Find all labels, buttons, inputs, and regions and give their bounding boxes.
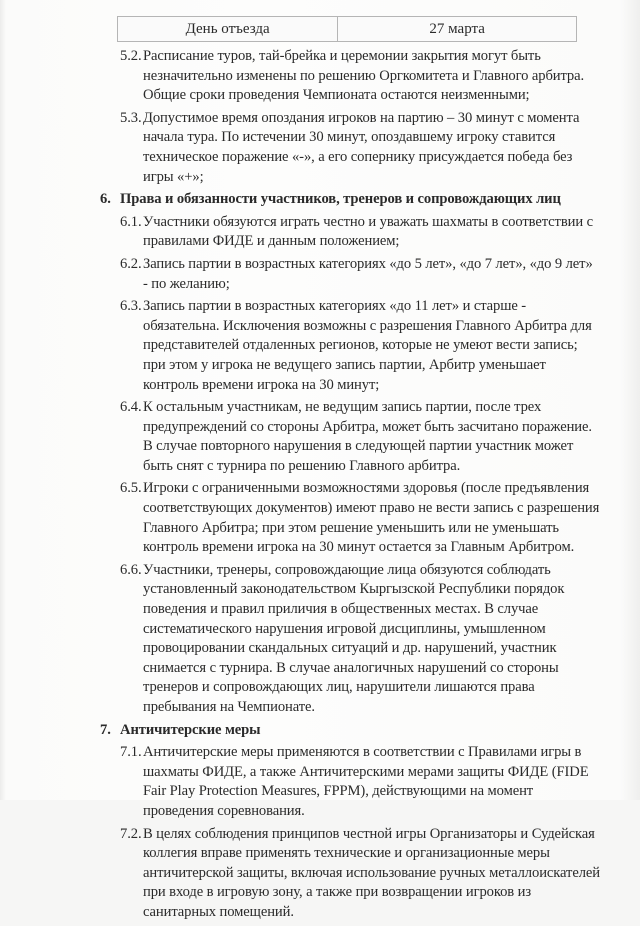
section-number: 6. <box>100 191 111 208</box>
clause-6-1 <box>100 213 600 252</box>
table-row <box>118 17 577 42</box>
section-7-heading <box>100 721 600 741</box>
clause-5-3 <box>100 109 600 187</box>
clause-number: 5.3. <box>120 109 142 126</box>
clause-text: К остальным участникам, не ведущим запись партии, после трех предупреждений со стороны Арбитра, может быть засчитано поражение. В случае повторного нарушения в следующей партии участник может быть снят с турнира по решению Главного арбитра. <box>143 399 592 474</box>
clause-text: Допустимое время опоздания игроков на партию – 30 минут с момента начала тура. По истечении 30 минут, опоздавшему игроку ставится техническое поражение «-», а его сопернику присуждается победа без игры «+»; <box>143 109 580 185</box>
section-number: 7. <box>100 721 111 738</box>
section-6-heading <box>100 190 600 210</box>
clause-text: Расписание туров, тай-брейка и церемонии закрытия могут быть незначительно изменены по решению Оргкомитета и Главного арбитра. Общие сроки проведения Чемпионата остаются неизменными; <box>143 48 585 104</box>
clause-6-3 <box>100 297 600 395</box>
document-body <box>100 47 600 926</box>
clause-text: Античитерские меры применяются в соответствии с Правилами игры в шахматы ФИДЕ, а также Античитерскими мерами защиты ФИДЕ (FIDE Fair Play Protection Measures, FPPM), действующими на момент проведения соревнования. <box>143 744 589 819</box>
clause-6-2 <box>100 255 600 294</box>
clause-text: Участники обязуются играть честно и уважать шахматы в соответствии с правилами ФИДЕ и данным положением; <box>143 213 593 250</box>
clause-number: 7.2. <box>120 825 142 842</box>
schedule-table <box>117 16 577 42</box>
clause-text: Игроки с ограниченными возможностями здоровья (после предъявления соответствующих документов) имеют право не вести запись с разрешения Главного Арбитра; при этом решение уменьшить или не уменьшать контроль времени игрока на 30 минут остается за Главным Арбитром. <box>143 480 600 556</box>
clause-number: 6.1. <box>120 213 142 230</box>
clause-text: Участники, тренеры, сопровождающие лица обязуются соблюдать установленный законодательством Кыргызской Республики порядок поведения и правил приличия в общественных местах. В случае систематического нарушения игровой дисциплины, умышленном провоцировании скандальных ситуаций и др. нарушений, участник снимается с турнира. В случае аналогичных нарушений со стороны тренеров и сопровождающих лиц, нарушители лишаются права пребывания на Чемпионате. <box>143 561 565 715</box>
clause-6-4 <box>100 398 600 476</box>
departure-day-label: День отъезда <box>118 17 338 42</box>
clause-6-5 <box>100 479 600 557</box>
clause-text: Запись партии в возрастных категориях «до 5 лет», «до 7 лет», «до 9 лет» - по желанию; <box>143 255 593 292</box>
clause-number: 5.2. <box>120 48 142 64</box>
clause-number: 6.4. <box>120 399 142 416</box>
section-title: Античитерские меры <box>120 721 261 738</box>
clause-7-1 <box>100 743 600 821</box>
clause-number: 7.1. <box>120 744 142 761</box>
clause-7-2 <box>100 825 600 923</box>
clause-number: 6.6. <box>120 561 142 578</box>
clause-number: 6.5. <box>120 480 142 497</box>
section-title: Права и обязанности участников, тренеров и сопровождающих лиц <box>120 191 561 208</box>
clause-number: 6.2. <box>120 255 142 272</box>
clause-6-6 <box>100 561 600 718</box>
clause-text: Запись партии в возрастных категориях «до 11 лет» и старше - обязательна. Исключения возможны с разрешения Главного Арбитра для представителей отдаленных регионов, которые не умеют вести запись; при этом у игрока не ведущего запись партии, Арбитр уменьшает контроль времени игрока на 30 минут; <box>143 298 592 393</box>
departure-day-value: 27 марта <box>338 17 577 42</box>
clause-5-2 <box>100 47 600 106</box>
clause-number: 6.3. <box>120 298 142 315</box>
clause-text: В целях соблюдения принципов честной игры Организаторы и Судейская коллегия вправе применять технические и организационные меры античитерской защиты, включая использование ручных металлоискателей при входе в игровую зону, а также при возвращении игроков из санитарных помещений. <box>143 825 600 920</box>
